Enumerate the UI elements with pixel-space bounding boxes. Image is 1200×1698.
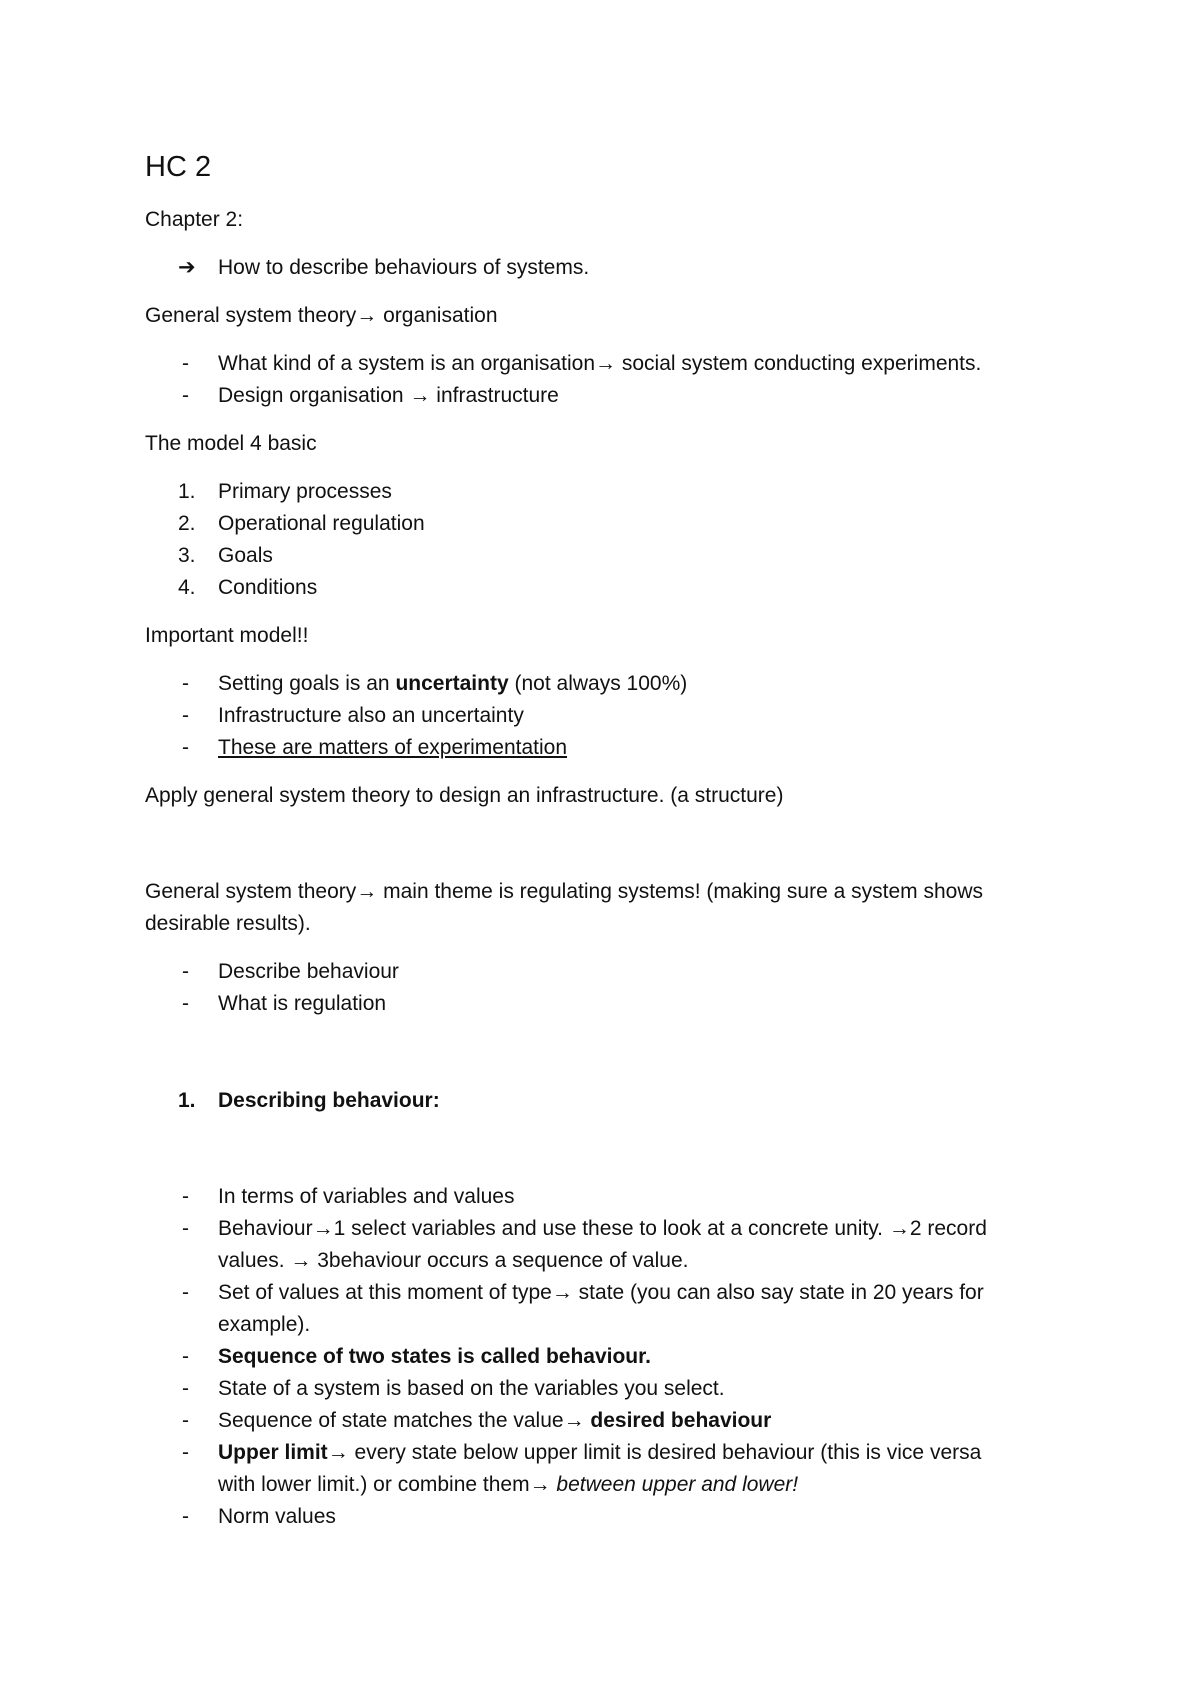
regulating-paragraph: General system theory→ main theme is regulating systems! (making sure a system shows [145,880,983,903]
apply-paragraph: Apply general system theory to design an infrastructure. (a structure) [145,784,784,807]
right-arrow-icon: → [595,352,617,375]
list-item: Conditions [218,576,318,599]
bullet-dash: - [182,1409,189,1432]
right-arrow-icon: → [409,384,431,407]
list-item: Setting goals is an uncertainty (not always 100%) [218,672,688,695]
right-arrow-icon: → [356,880,378,903]
list-item: Sequence of state matches the value→ desired behaviour [218,1409,772,1432]
right-arrow-icon: → [563,1409,585,1432]
right-arrow-icon: → [356,304,378,327]
list-item-cont: with lower limit.) or combine them→ between upper and lower! [218,1473,799,1496]
list-item: Norm values [218,1505,336,1528]
right-arrow-icon: → [290,1249,312,1272]
important-heading: Important model!! [145,624,309,647]
gst-heading: General system theory→ organisation [145,304,498,327]
bullet-dash: - [182,384,189,407]
list-number: 2. [178,512,196,535]
list-item: State of a system is based on the variables you select. [218,1377,725,1400]
bullet-dash: - [182,992,189,1015]
model-heading: The model 4 basic [145,432,317,455]
list-item: What kind of a system is an organisation→ social system conducting experiments. [218,352,982,375]
list-item-cont: values. → 3behaviour occurs a sequence of value. [218,1249,689,1272]
list-item: Design organisation → infrastructure [218,384,559,407]
list-item-cont: example). [218,1313,311,1336]
right-arrow-icon: → [312,1217,334,1240]
list-item: Operational regulation [218,512,425,535]
list-item: Primary processes [218,480,392,503]
section-title: Describing behaviour: [218,1089,440,1112]
list-item: Upper limit→ every state below upper limit is desired behaviour (this is vice versa [218,1441,982,1464]
section-number: 1. [178,1089,196,1112]
right-arrow-icon: → [327,1441,349,1464]
list-item: Goals [218,544,273,567]
regulating-paragraph-cont: desirable results). [145,912,311,935]
bullet-dash: - [182,704,189,727]
arrow-bullet-icon: ➔ [178,256,196,279]
list-item: Describe behaviour [218,960,399,983]
bullet-dash: - [182,1217,189,1240]
bullet-dash: - [182,736,189,759]
list-item-bold: Sequence of two states is called behaviour. [218,1345,651,1368]
page-title: HC 2 [145,151,212,183]
list-item: Behaviour→1 select variables and use these to look at a concrete unity. →2 record [218,1217,987,1240]
chapter-label: Chapter 2: [145,208,244,231]
bullet-dash: - [182,1377,189,1400]
bullet-dash: - [182,1281,189,1304]
bullet-dash: - [182,1185,189,1208]
list-number: 3. [178,544,196,567]
bullet-dash: - [182,960,189,983]
list-item: What is regulation [218,992,387,1015]
list-number: 4. [178,576,196,599]
bullet-dash: - [182,1345,189,1368]
arrow-item-text: How to describe behaviours of systems. [218,256,590,279]
bullet-dash: - [182,1441,189,1464]
bullet-dash: - [182,672,189,695]
list-item: In terms of variables and values [218,1185,515,1208]
list-number: 1. [178,480,196,503]
bullet-dash: - [182,352,189,375]
bullet-dash: - [182,1505,189,1528]
right-arrow-icon: → [529,1473,551,1496]
list-item: Set of values at this moment of type→ state (you can also say state in 20 years for [218,1281,984,1304]
right-arrow-icon: → [888,1217,910,1240]
list-item-underlined: These are matters of experimentation [218,736,568,759]
right-arrow-icon: → [551,1281,573,1304]
list-item: Infrastructure also an uncertainty [218,704,524,727]
